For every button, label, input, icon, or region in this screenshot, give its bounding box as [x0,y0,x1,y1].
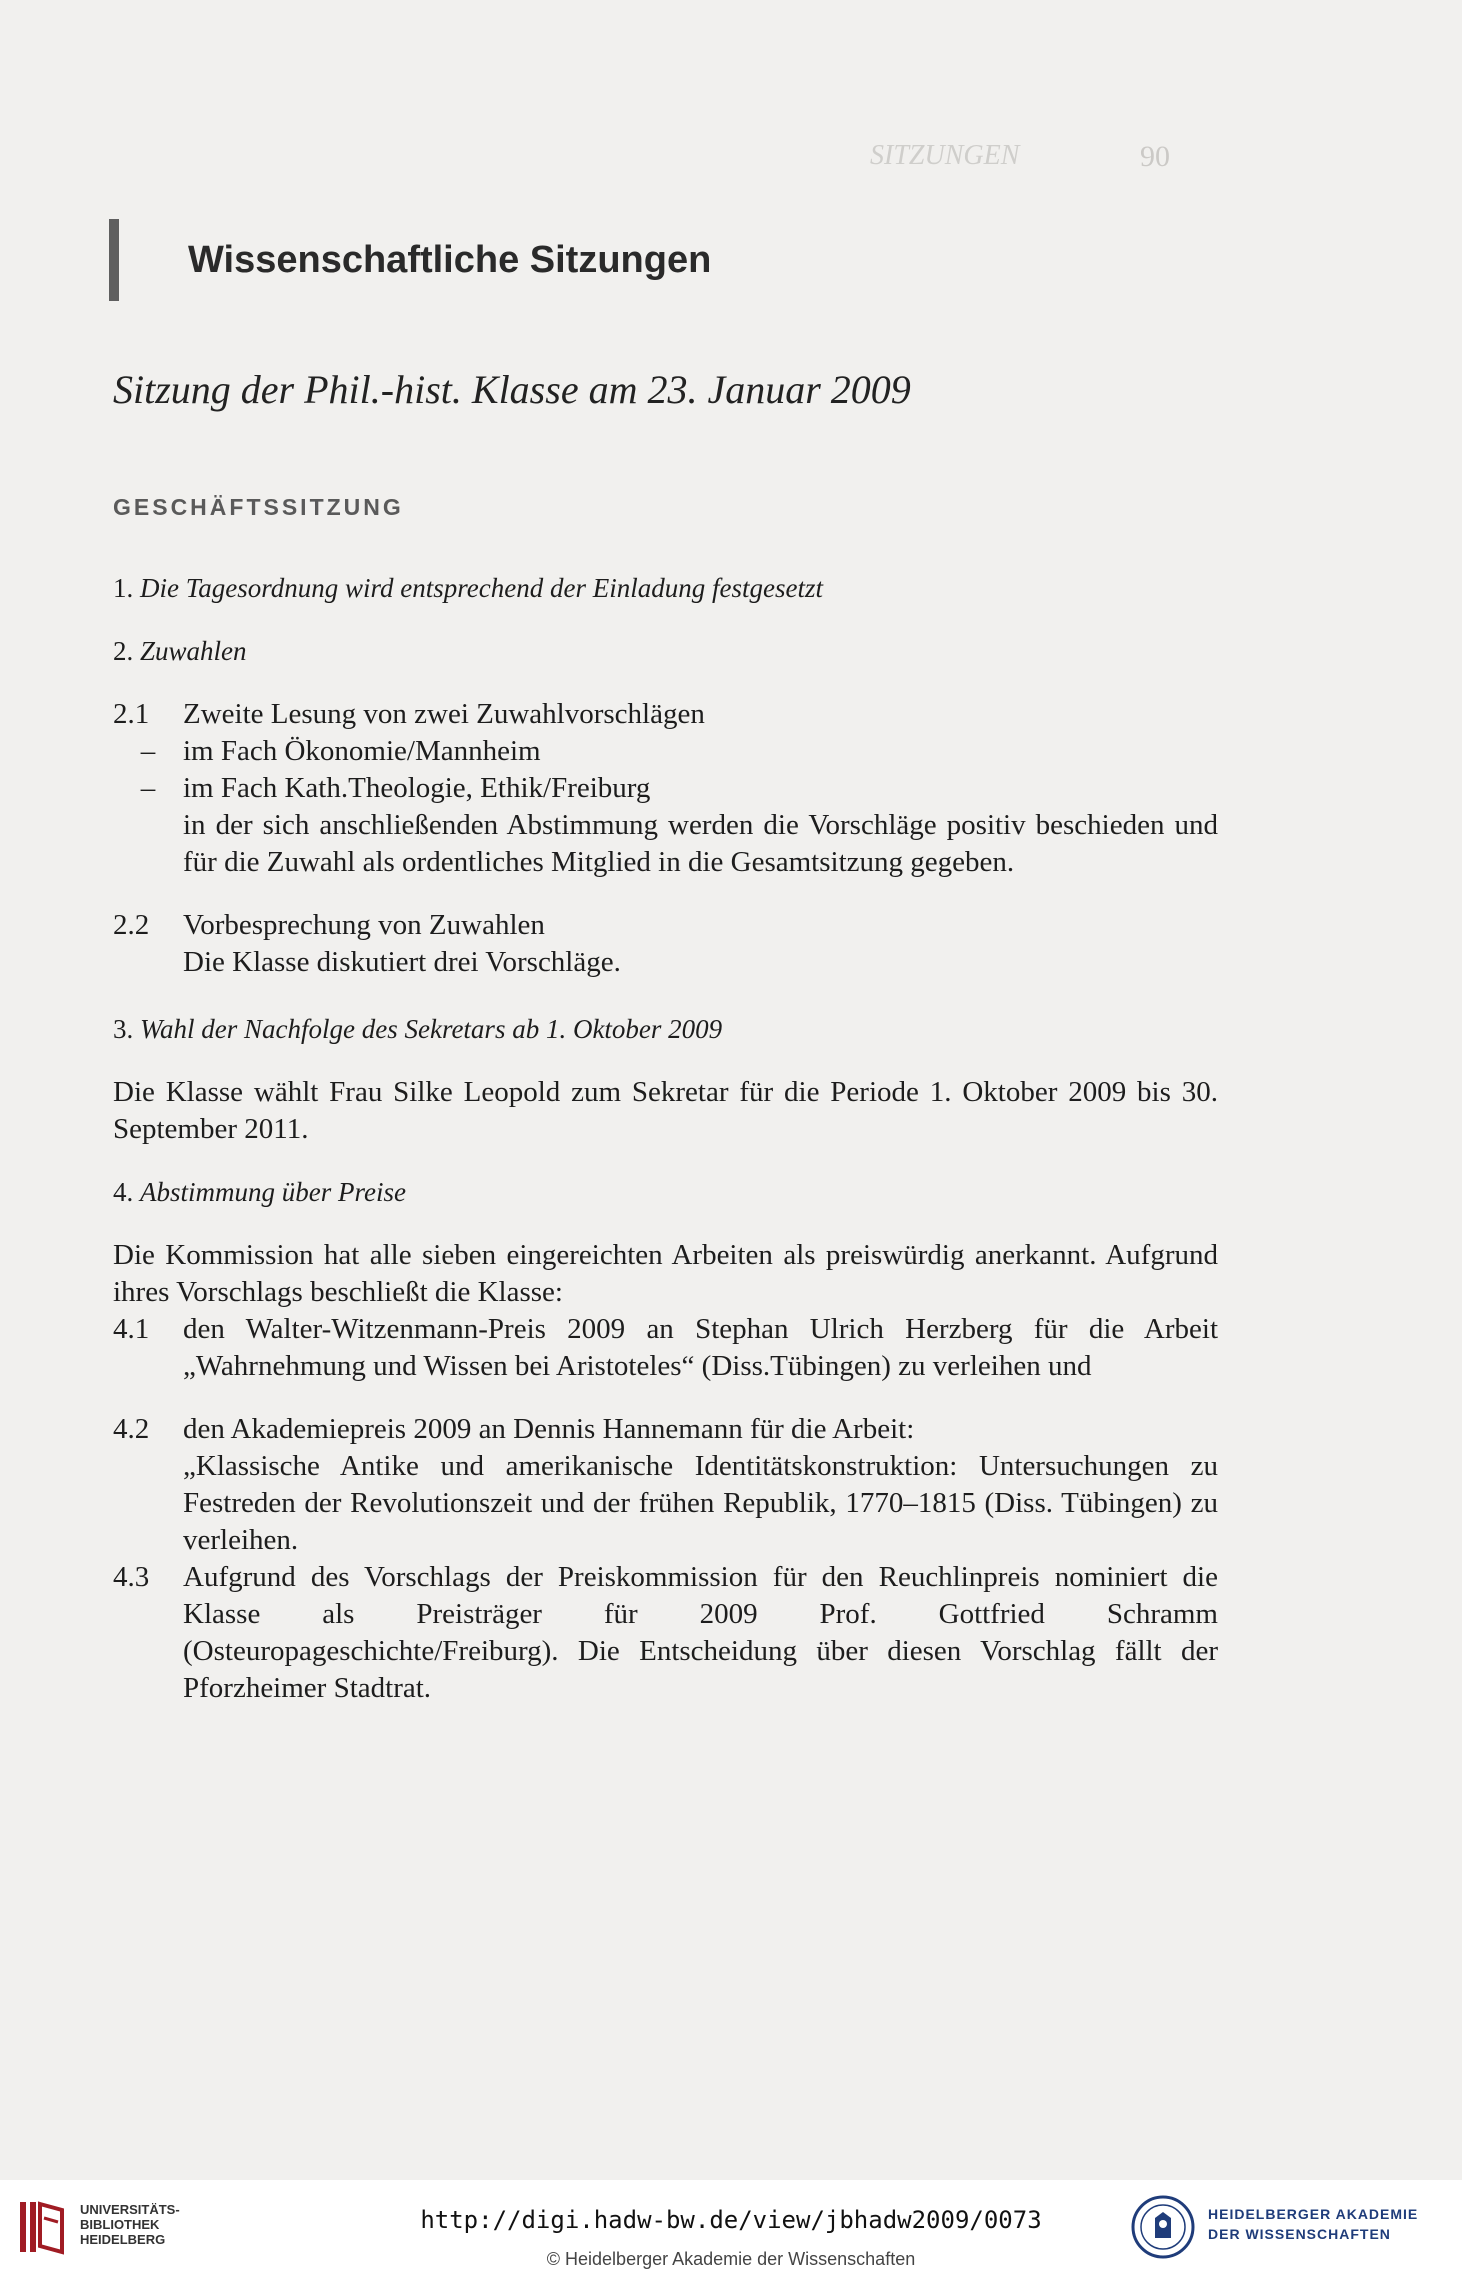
subitem-number: 4.2 [113,1413,150,1445]
subheading-geschaeftssitzung: GESCHÄFTSSITZUNG [113,494,404,520]
permalink-url[interactable]: http://digi.hadw-bw.de/view/jbhadw2009/0073 [420,2206,1042,2234]
hadw-seal-icon [1130,2194,1196,2260]
subitem-text: den Akademiepreis 2009 an Dennis Hannemann für die Arbeit: [183,1413,915,1445]
subitem-text: Zweite Lesung von zwei Zuwahlvorschlägen [183,698,705,730]
subitem-number: 2.2 [113,909,150,941]
subitem-number: 2.1 [113,698,150,730]
agenda-title: Wahl der Nachfolge des Sekretars ab 1. Oktober 2009 [140,1014,723,1044]
subitem-2-1 [113,696,1218,881]
agenda-item-2 [113,633,1218,670]
subitem-result: Die Klasse diskutiert drei Vorschläge. [183,946,621,978]
agenda-item-4 [113,1174,1218,1211]
viewer-footer [0,2180,1462,2285]
agenda-item-3-text: Die Klasse wählt Frau Silke Leopold zum Sekretar für die Periode 1. Oktober 2009 bis 30. September 2011. [113,1076,1218,1145]
subitem-text: den Walter-Witzenmann-Preis 2009 an Stephan Ulrich Herzberg für die Arbeit „Wahrnehmung und Wissen bei Aristoteles“ (Diss.Tübingen) zu verleihen und [183,1313,1218,1382]
agenda-item-3 [113,1011,1218,1048]
agenda-title: Zuwahlen [140,636,247,666]
agenda-item-4-text: Die Kommission hat alle sieben eingereichten Arbeiten als preiswürdig anerkannt. Aufgrund ihres Vorschlags beschließt die Klasse: [113,1239,1218,1308]
section-heading: Wissenschaftliche Sitzungen [188,239,712,281]
subitem-text: Vorbesprechung von Zuwahlen [183,909,545,941]
ub-line-2: BIBLIOTHEK [80,2217,160,2232]
hadw-line-2: DER WISSENSCHAFTEN [1208,2226,1391,2242]
subitem-4-3 [113,1559,1218,1707]
show-through-running-head: SITZUNGEN [870,140,1020,171]
hadw-line-1: HEIDELBERGER AKADEMIE [1208,2206,1419,2222]
ub-line-3: HEIDELBERG [80,2232,166,2247]
agenda-title: Abstimmung über Preise [140,1177,406,1207]
subitem-4-1 [113,1311,1218,1385]
agenda-item-1 [113,570,1218,607]
subitem-result: in der sich anschließenden Abstimmung werden die Vorschläge positiv beschieden und für die Zuwahl als ordentliches Mitglied in die Gesamtsitzung gegeben. [183,809,1218,878]
agenda-number: 2. [113,636,134,666]
minutes-body [113,570,1218,1707]
agenda-number: 1. [113,573,134,603]
subitem-2-2 [113,907,1218,981]
dash-item-theologie: im Fach Kath.Theologie, Ethik/Freiburg [183,772,651,804]
dash-item-oekonomie: im Fach Ökonomie/Mannheim [183,735,541,767]
subitem-number: 4.1 [113,1313,150,1345]
hadw-wordmark [1208,2204,1418,2244]
subitem-text: Aufgrund des Vorschlags der Preiskommission für den Reuchlinpreis nominiert die Klasse als Preisträger für 2009 Prof. Gottfried Schramm (Osteuropageschichte/Freiburg). Die Entscheidung über diesen Vorschlag fällt der Pforzheimer Stadtrat. [183,1561,1218,1704]
copyright-notice: © Heidelberger Akademie der Wissenschaften [546,2249,916,2269]
agenda-number: 4. [113,1177,134,1207]
agenda-number: 3. [113,1014,134,1044]
ub-line-1: UNIVERSITÄTS- [80,2202,180,2217]
show-through-page-number: 90 [1140,140,1170,173]
subitem-quote: „Klassische Antike und amerikanische Identitätskonstruktion: Untersuchungen zu Festreden der Revolutionszeit und der frühen Republik, 1770–1815 (Diss. Tübingen) zu verleihen. [183,1450,1218,1556]
section-marker-bar [109,219,119,301]
subitem-4-2 [113,1411,1218,1559]
dash-marker: – [140,735,156,767]
subitem-number: 4.3 [113,1561,150,1593]
session-title: Sitzung der Phil.-hist. Klasse am 23. Januar 2009 [113,367,911,412]
dash-marker: – [140,772,156,804]
agenda-title: Die Tagesordnung wird entsprechend der Einladung festgesetzt [140,573,823,603]
